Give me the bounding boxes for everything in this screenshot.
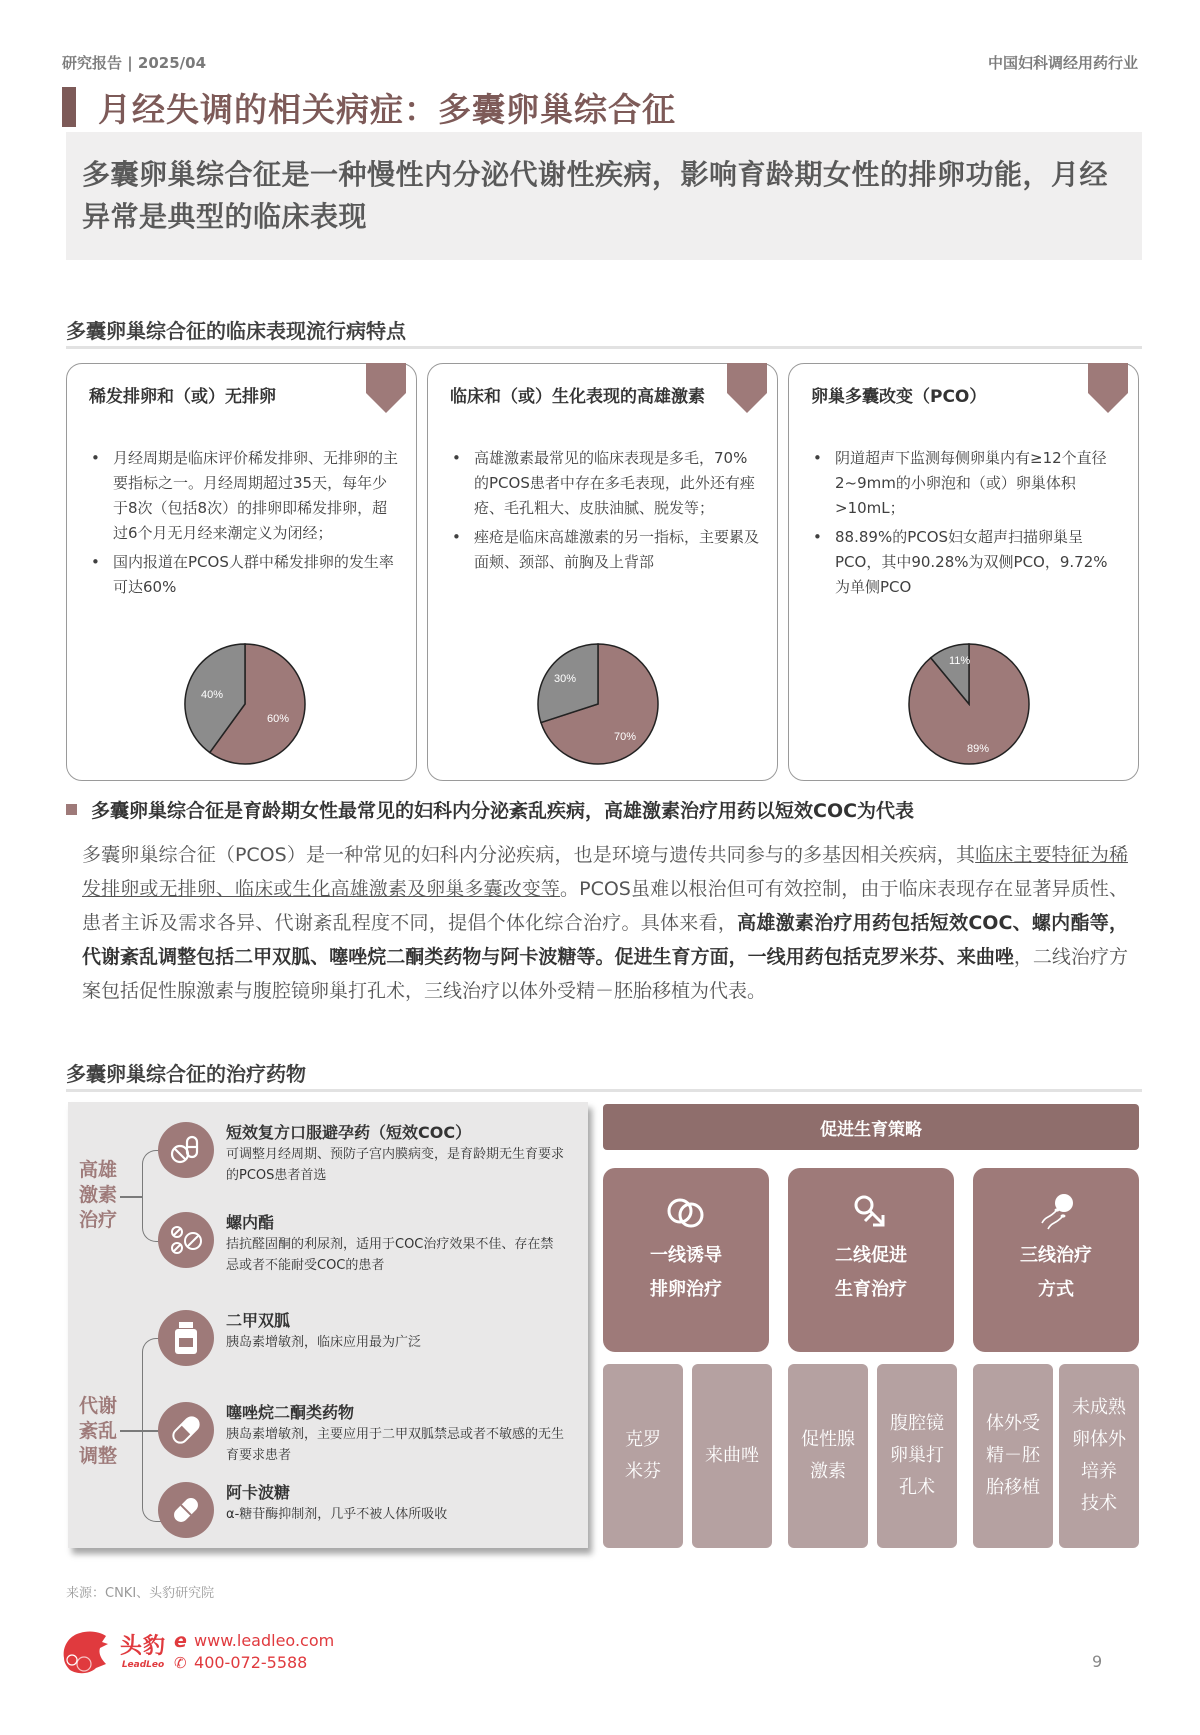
group-label-metabolic: [76, 1394, 120, 1469]
drug-desc: 胰岛素增敏剂，临床应用最为广泛: [226, 1335, 422, 1350]
drug-acarbose: [158, 1482, 566, 1538]
card-title: 卵巢多囊改变（PCO）: [811, 387, 987, 407]
leopard-logo-icon: [58, 1628, 110, 1676]
pie-label: 89%: [967, 743, 990, 755]
phone-number: 400-072-5588: [194, 1653, 308, 1672]
option-line: 来曲唑: [705, 1445, 759, 1466]
pie-label: 30%: [554, 673, 577, 685]
bullet-item: • 国内报道在PCOS人群中稀发排卵的发生率可达60%: [89, 550, 398, 600]
first-line-card: [603, 1168, 769, 1352]
contact-info: [174, 1630, 334, 1674]
brand-cn: 头豹: [120, 1634, 167, 1659]
line-label: 生育治疗: [835, 1279, 907, 1300]
drug-desc: 胰岛素增敏剂，主要应用于二甲双胍禁忌或者不敏感的无生育要求患者: [226, 1427, 565, 1463]
bullet-item: • 阴道超声下监测每侧卵巢内有≥12个直径2~9mm的小卵泡和（或）卵巢体积>10mL；: [811, 446, 1120, 521]
section-heading-treatment: [66, 1058, 1142, 1092]
option-letrozole: [692, 1364, 772, 1548]
card-title: 稀发排卵和（或）无排卵: [89, 387, 276, 407]
bookmark-flag-icon: [366, 363, 406, 413]
pie-chart-hirsutism: [536, 642, 660, 766]
label-line: 治疗: [78, 1209, 117, 1231]
pie-label: 70%: [614, 731, 637, 743]
option-line: 卵体外: [1072, 1429, 1126, 1450]
card-bullets: [89, 446, 398, 604]
option-line: 克罗: [625, 1429, 661, 1450]
card-title: 临床和（或）生化表现的高雄激素: [450, 387, 705, 407]
fertility-strategy-header: 促进生育策略: [603, 1104, 1139, 1150]
drug-desc: α-糖苷酶抑制剂，几乎不被人体所吸收: [226, 1507, 448, 1522]
card-anovulation: [66, 363, 417, 781]
section-heading-clinical: [66, 315, 1142, 349]
para-text: 。PCOS虽难以根治但可有效控制，由于临床表现存在显著异质性、患者主诉及需求各异、代谢紊乱程度不同，提倡个体化综合治疗。具体来看，: [82, 878, 1128, 934]
card-bullets: [450, 446, 759, 579]
phone-icon: ✆: [174, 1654, 187, 1672]
brand-en: LeadLeo: [121, 1660, 165, 1670]
line-label: 排卵治疗: [650, 1279, 722, 1300]
capsule-filled-icon: [158, 1482, 214, 1538]
website-link[interactable]: www.leadleo.com: [194, 1631, 335, 1650]
drug-name: 噻唑烷二酮类药物: [226, 1403, 355, 1422]
para-underline: 临床主要特征为稀发排卵或无排卵、临床或生化高雄激素及卵巢多囊改变等: [82, 844, 1128, 900]
industry-name: 中国妇科调经用药行业: [987, 54, 1138, 72]
line-label: 三线治疗: [1020, 1245, 1092, 1266]
option-laparoscopic-drilling: [877, 1364, 957, 1548]
line-label: 方式: [1038, 1279, 1074, 1300]
line-label: 一线诱导: [650, 1245, 722, 1266]
medicine-bottle-icon: [158, 1310, 214, 1366]
page-title: [62, 87, 676, 127]
square-bullet-icon: [66, 804, 77, 815]
footer-brand: [58, 1628, 334, 1676]
option-line: 腹腔镜: [890, 1413, 944, 1434]
option-line: 体外受: [986, 1413, 1040, 1434]
brand-name: [120, 1634, 166, 1670]
para-bold: 高雄激素治疗用药包括短效COC、螺内酯等，代谢紊乱调整包括二甲双胍、噻唑烷二酮类药物与阿卡波糖等。促进生育方面，一线用药包括克罗米芬、来曲唑: [82, 912, 1128, 968]
drug-name: 螺内酯: [226, 1213, 275, 1232]
card-bullets: [811, 446, 1120, 604]
drug-name: 短效复方口服避孕药（短效COC）: [226, 1123, 472, 1142]
connector-line: [120, 1196, 142, 1198]
ovum-icon: [603, 1188, 769, 1238]
drug-name: 阿卡波糖: [226, 1483, 291, 1502]
label-line: 激素: [78, 1184, 117, 1206]
option-line: 培养: [1081, 1461, 1117, 1482]
option-line: 未成熟: [1072, 1397, 1126, 1418]
tablets-icon: [158, 1212, 214, 1268]
capsule-outline-icon: [158, 1402, 214, 1458]
key-point: [66, 796, 914, 823]
drug-thiazolidinedione: [158, 1402, 566, 1466]
summary-box: [66, 132, 1142, 260]
para-text: ，二线治疗方案包括促性腺激素与腹腔镜卵巢打孔术，三线治疗以体外受精－胚胎移植为代表。: [82, 946, 1128, 1002]
option-line: 激素: [810, 1461, 846, 1482]
sperm-egg-icon: [973, 1188, 1139, 1238]
option-gonadotropin: [788, 1364, 868, 1548]
option-line: 卵巢打: [890, 1445, 944, 1466]
option-clomiphene: [603, 1364, 683, 1548]
drug-panel: [68, 1102, 588, 1548]
bookmark-flag-icon: [727, 363, 767, 413]
pie-label: 11%: [949, 655, 971, 667]
card-hyperandrogenism: [427, 363, 778, 781]
summary-text: 多囊卵巢综合征是一种慢性内分泌代谢性疾病，影响育龄期女性的排卵功能，月经异常是典型的临床表现: [82, 158, 1109, 233]
option-ivm: [1059, 1364, 1139, 1548]
drug-desc: 可调整月经周期、预防子宫内膜病变，是育龄期无生育要求的PCOS患者首选: [226, 1147, 565, 1183]
bullet-item: • 高雄激素最常见的临床表现是多毛，70%的PCOS患者中存在多毛表现，此外还有痤疮、毛孔粗大、皮肤油腻、脱发等；: [450, 446, 759, 521]
label-line: 高雄: [78, 1159, 117, 1181]
pie-chart-ovulation: [183, 642, 307, 766]
key-point-text: 多囊卵巢综合征是育龄期女性最常见的妇科内分泌紊乱疾病，高雄激素治疗用药以短效COC为代表: [91, 800, 915, 822]
page-header: [62, 52, 1138, 76]
option-line: 孔术: [899, 1477, 935, 1498]
gender-arrow-icon: [788, 1188, 954, 1238]
drug-spironolactone: [158, 1212, 566, 1276]
pie-chart-pco: [907, 642, 1031, 766]
body-paragraph: [82, 838, 1128, 1008]
third-line-card: [973, 1168, 1139, 1352]
option-ivf-et: [973, 1364, 1053, 1548]
drug-coc: [158, 1122, 566, 1186]
pills-capsule-icon: [158, 1122, 214, 1178]
section-heading-text: 多囊卵巢综合征的治疗药物: [66, 1062, 306, 1086]
second-line-card: [788, 1168, 954, 1352]
option-line: 技术: [1081, 1493, 1117, 1514]
page-title-text: 月经失调的相关病症：多囊卵巢综合征: [98, 89, 676, 129]
para-text: 多囊卵巢综合征（PCOS）是一种常见的妇科内分泌疾病，也是环境与遗传共同参与的多基因相关疾病，其: [82, 844, 976, 866]
pie-label: 40%: [201, 689, 224, 701]
option-line: 米芬: [625, 1461, 661, 1482]
section-heading-text: 多囊卵巢综合征的临床表现流行病特点: [66, 319, 406, 343]
pie-label: 60%: [267, 713, 290, 725]
option-line: 胎移植: [986, 1477, 1040, 1498]
label-line: 调整: [78, 1445, 117, 1467]
group-label-androgen: [76, 1158, 120, 1233]
page-number: 9: [1092, 1652, 1103, 1671]
report-date: 研究报告 | 2025/04: [62, 54, 207, 72]
line-label: 二线促进: [835, 1245, 907, 1266]
title-accent-bar: [62, 87, 76, 127]
drug-name: 二甲双胍: [226, 1311, 291, 1330]
label-line: 代谢: [78, 1395, 117, 1417]
option-line: 精－胚: [986, 1445, 1040, 1466]
source-note: 来源：CNKI、头豹研究院: [66, 1586, 215, 1601]
bookmark-flag-icon: [1088, 363, 1128, 413]
drug-desc: 拮抗醛固酮的利尿剂，适用于COC治疗效果不佳、存在禁忌或者不能耐受COC的患者: [226, 1237, 554, 1273]
bullet-item: • 月经周期是临床评价稀发排卵、无排卵的主要指标之一。月经周期超过35天，每年少于8次（包括8次）的排卵即稀发排卵，超过6个月无月经来潮定义为闭经；: [89, 446, 398, 546]
label-line: 紊乱: [78, 1420, 117, 1442]
web-e-icon: e: [174, 1630, 187, 1652]
option-line: 促性腺: [801, 1429, 855, 1450]
card-pco: [788, 363, 1139, 781]
drug-metformin: [158, 1310, 566, 1366]
bullet-item: • 痤疮是临床高雄激素的另一指标，主要累及面颊、颈部、前胸及上背部: [450, 525, 759, 575]
bullet-item: • 88.89%的PCOS妇女超声扫描卵巢呈PCO，其中90.28%为双侧PCO，9.72%为单侧PCO: [811, 525, 1120, 600]
